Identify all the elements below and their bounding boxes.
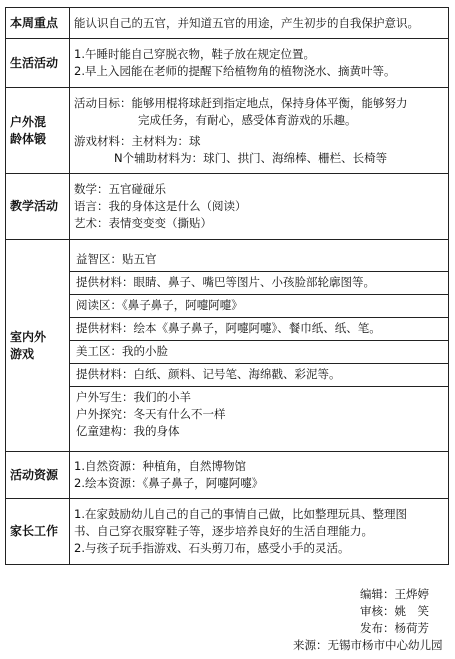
games-label-line2: 游戏 <box>10 346 35 361</box>
outdoor-material-main: 游戏材料：主材料为：球 <box>74 133 201 148</box>
games-outdoor-line: 亿童建构：我的身体 <box>76 423 180 438</box>
games-line: 益智区：贴五官 <box>76 251 157 266</box>
outdoor-label-line2: 龄体锻 <box>10 131 47 146</box>
credit-publisher: 发布：杨荷芳 <box>360 621 429 635</box>
games-corner-art <box>70 341 448 364</box>
games-corner-reading <box>70 295 448 318</box>
games-line: 美工区：我的小脸 <box>76 343 168 358</box>
games-label-line1: 室内外 <box>10 329 47 344</box>
parents-item1-line2: 书、自己穿衣服穿鞋子等，逐步培养良好的生活自理能力。 <box>74 524 373 538</box>
games-line: 阅读区：《鼻子鼻子，阿嚏阿嚏》 <box>76 297 243 312</box>
life-item: 1.午睡时能自己穿脱衣物，鞋子放在规定位置。 <box>74 47 315 61</box>
parents-item1-line1: 1.在家鼓励幼儿自己的自己的事情自己做，比如整理玩具、整理图 <box>74 507 407 521</box>
outdoor-goal-cont: 完成任务，有耐心，感受体育游戏的乐趣。 <box>138 112 357 127</box>
teaching-item: 语言：我的身体这是什么（阅读） <box>74 199 247 213</box>
teaching-item: 艺术：表情变变变（撕贴） <box>74 216 212 230</box>
outdoor-label <box>6 88 70 174</box>
teaching-label: 教学活动 <box>6 174 70 240</box>
row-resources <box>6 452 449 499</box>
games-line: 提供材料：白纸、颜料、记号笔、海绵戳、彩泥等。 <box>76 366 341 381</box>
teaching-item: 数学：五官碰碰乐 <box>74 182 166 196</box>
credit-source: 来源：无锡市杨市中心幼儿园 <box>293 638 443 652</box>
outdoor-label-line1: 户外混 <box>10 114 47 129</box>
credit-reviewer: 审核：姚 笑 <box>360 604 429 618</box>
games-corner-puzzle <box>70 249 448 272</box>
row-outdoor <box>6 88 449 174</box>
games-outdoor-line: 户外写生：我们的小羊 <box>76 389 191 404</box>
games-line: 提供材料：眼睛、鼻子、嘴巴等图片、小孩脸部轮廓图等。 <box>76 274 375 289</box>
games-material <box>70 272 448 295</box>
row-life <box>6 39 449 88</box>
row-focus <box>6 8 449 39</box>
life-item: 2.早上入园能在老师的提醒下给植物角的植物浇水、摘黄叶等。 <box>74 64 396 78</box>
outdoor-goal: 活动目标：能够用棍将球赶到指定地点，保持身体平衡，能够努力 <box>74 95 408 110</box>
resources-item: 2.绘本资源：《鼻子鼻子，阿嚏阿嚏》 <box>74 476 264 490</box>
row-teaching <box>6 174 449 240</box>
weekly-plan <box>5 7 448 565</box>
games-line: 提供材料：绘本《鼻子鼻子，阿嚏阿嚏》、餐巾纸、纸、笔。 <box>76 320 381 335</box>
credit-editor: 编辑：王烨婷 <box>360 587 429 601</box>
life-label: 生活活动 <box>6 39 70 88</box>
resources-label: 活动资源 <box>6 452 70 499</box>
games-material <box>70 364 448 387</box>
games-outdoor <box>70 387 448 443</box>
games-outdoor-line: 户外探究：冬天有什么不一样 <box>76 406 226 421</box>
focus-label: 本周重点 <box>6 8 70 39</box>
outdoor-material-aux: N个辅助材料为：球门、拱门、海绵棒、栅栏、长椅等 <box>114 150 388 165</box>
weekly-plan-table <box>5 7 449 565</box>
parents-label: 家长工作 <box>6 499 70 565</box>
row-games <box>6 240 449 452</box>
games-label <box>6 240 70 452</box>
resources-item: 1.自然资源：种植角，自然博物馆 <box>74 459 246 473</box>
games-material <box>70 318 448 341</box>
credits <box>293 586 447 654</box>
row-parents <box>6 499 449 565</box>
parents-item2: 2.与孩子玩手指游戏、石头剪刀布，感受小手的灵活。 <box>74 541 350 555</box>
focus-text: 能认识自己的五官，并知道五官的用途，产生初步的自我保护意识。 <box>74 15 419 30</box>
